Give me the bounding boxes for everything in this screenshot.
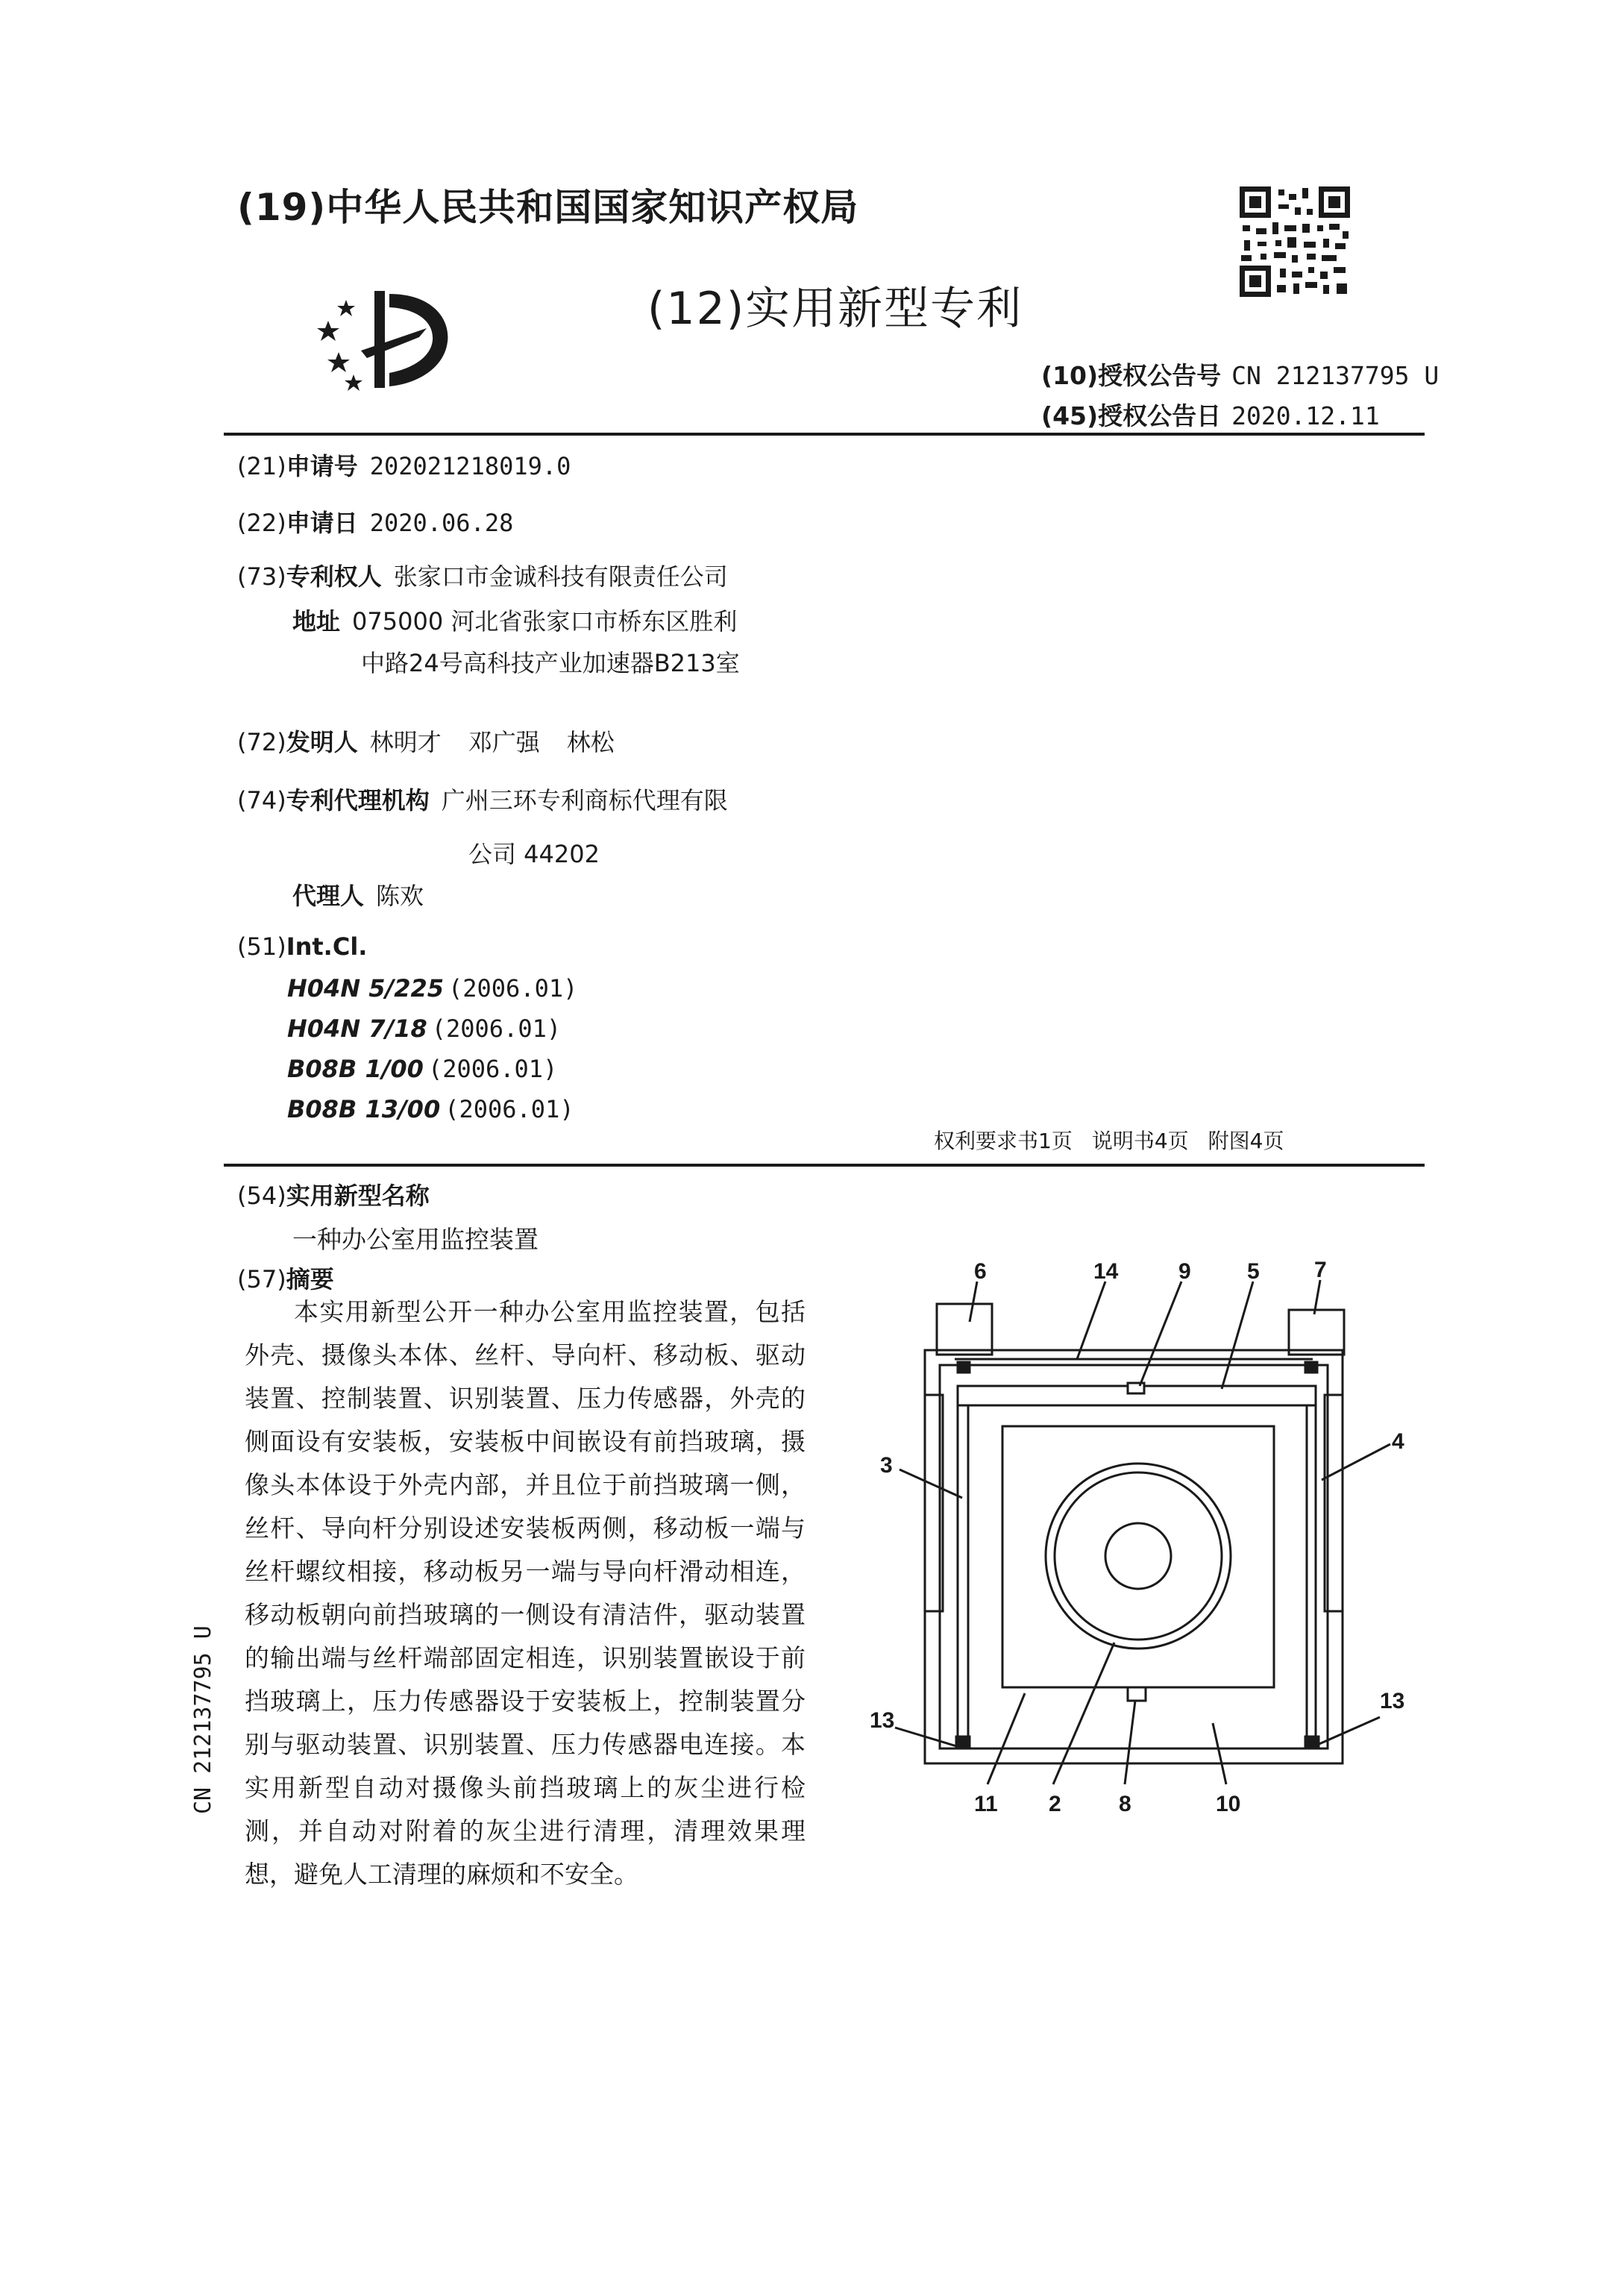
recognition-device bbox=[1128, 1687, 1146, 1701]
field-code: (51) bbox=[237, 932, 286, 961]
field-label: Int.Cl. bbox=[286, 932, 368, 961]
field-value: 2020.06.28 bbox=[369, 509, 514, 537]
field-label: 地址 bbox=[292, 607, 341, 636]
ipc-code: H04N 5/225 bbox=[287, 974, 444, 1003]
fig-label-13-left: 13 bbox=[870, 1708, 895, 1733]
abstract-text: 本实用新型公开一种办公室用监控装置，包括外壳、摄像头本体、丝杆、导向杆、移动板、驱动装置、控制装置、识别装置、压力传感器，外壳的侧面设有安装板，安装板中间嵌设有前挡玻璃，摄像头本体设于外壳内部，并且位于前挡玻璃一侧，丝杆、导向杆分别设述安装板两侧，移动板一端与丝杆螺纹相接，移动板另一端与导向杆滑动相连，移动板朝向前挡玻璃的一侧设有清洁件，驱动装置的输出端与丝杆端部固定相连，识别装置嵌设于前挡玻璃上，压力传感器设于安装板上，控制装置分别与驱动装置、识别装置、压力传感器电连接。本实用新型自动对摄像头前挡玻璃上的灰尘进行检测，并自动对附着的灰尘进行清理，清理效果理想，避免人工清理的麻烦和不安全。 bbox=[245, 1297, 806, 1889]
fig-label-10: 10 bbox=[1216, 1792, 1241, 1816]
field-inventors bbox=[237, 724, 615, 758]
qr-code-icon bbox=[1240, 186, 1350, 297]
field-code: (21) bbox=[237, 452, 286, 480]
ipc-item bbox=[287, 974, 577, 1003]
field-agency-line2: 公司 44202 bbox=[468, 840, 600, 868]
ipc-code: B08B 1/00 bbox=[287, 1055, 424, 1083]
camera-ring-inner bbox=[1055, 1472, 1222, 1640]
publication-number-row bbox=[1041, 357, 1439, 392]
ipc-version: (2006.01) bbox=[427, 1055, 558, 1083]
office-name: (19)中华人民共和国国家知识产权局 bbox=[237, 186, 859, 229]
bearing-top-left bbox=[958, 1362, 970, 1373]
field-patentee bbox=[237, 558, 728, 592]
fig-label-13-right: 13 bbox=[1380, 1689, 1405, 1713]
fig-label-5: 5 bbox=[1247, 1259, 1260, 1284]
utility-model-title: 一种办公室用监控装置 bbox=[292, 1225, 539, 1254]
description-pages: 说明书4页 bbox=[1091, 1129, 1189, 1153]
header-rule bbox=[224, 433, 1425, 436]
document-type: (12)实用新型专利 bbox=[647, 283, 1023, 335]
drive-box-left bbox=[937, 1304, 992, 1355]
field-value: 广州三环专利商标代理有限 bbox=[441, 786, 728, 815]
ipc-version: (2006.01) bbox=[431, 1014, 562, 1043]
field-label: 申请号 bbox=[286, 452, 358, 480]
fig-label-7: 7 bbox=[1314, 1258, 1327, 1282]
fig-label-8: 8 bbox=[1119, 1792, 1131, 1816]
side-patent-number: CN 212137795 U bbox=[190, 1625, 216, 1814]
field-address-line2: 中路24号高科技产业加速器B213室 bbox=[361, 649, 740, 677]
field-app-date bbox=[237, 504, 513, 539]
inventor-2: 邓广强 bbox=[468, 728, 540, 756]
field-label: 摘要 bbox=[286, 1265, 334, 1293]
title-heading bbox=[237, 1177, 430, 1211]
drive-box-right bbox=[1289, 1310, 1344, 1355]
publication-number-label: (10)授权公告号 bbox=[1041, 361, 1222, 390]
fig-label-4: 4 bbox=[1392, 1429, 1404, 1454]
fig-label-3: 3 bbox=[880, 1453, 893, 1478]
field-label: 发明人 bbox=[286, 728, 358, 756]
field-code: (74) bbox=[237, 786, 286, 815]
field-value: 张家口市金诚科技有限责任公司 bbox=[393, 562, 728, 591]
field-code: (22) bbox=[237, 509, 286, 537]
ipc-version: (2006.01) bbox=[445, 1095, 574, 1123]
claims-pages: 权利要求书1页 bbox=[934, 1129, 1073, 1153]
field-app-number bbox=[237, 448, 571, 482]
ipc-code: H04N 7/18 bbox=[287, 1014, 427, 1043]
ipc-item bbox=[287, 1055, 557, 1083]
fig-label-6: 6 bbox=[974, 1259, 987, 1284]
field-address bbox=[292, 603, 737, 637]
ipc-code: B08B 13/00 bbox=[287, 1095, 441, 1123]
section-rule bbox=[224, 1164, 1425, 1167]
field-ipc-header bbox=[237, 932, 367, 961]
field-code: (57) bbox=[237, 1265, 286, 1293]
bearing-left bbox=[956, 1737, 970, 1747]
field-agency bbox=[237, 782, 728, 816]
drawings-pages: 附图4页 bbox=[1208, 1129, 1284, 1153]
publication-date-row bbox=[1041, 397, 1380, 432]
ipc-version: (2006.01) bbox=[448, 974, 578, 1003]
field-agent bbox=[292, 877, 424, 912]
sensor-top bbox=[1128, 1383, 1144, 1393]
field-value: 075000 河北省张家口市桥东区胜利 bbox=[352, 607, 738, 636]
camera-lens bbox=[1105, 1523, 1171, 1589]
publication-date-label: (45)授权公告日 bbox=[1041, 401, 1222, 430]
fig-label-9: 9 bbox=[1178, 1259, 1191, 1284]
publication-date: 2020.12.11 bbox=[1231, 401, 1380, 430]
field-label: 专利权人 bbox=[286, 562, 382, 591]
field-label: 专利代理机构 bbox=[286, 786, 430, 815]
field-code: (72) bbox=[237, 728, 286, 756]
field-value: 202021218019.0 bbox=[369, 452, 571, 480]
guide-rod bbox=[1307, 1405, 1316, 1738]
field-value: 陈欢 bbox=[376, 882, 424, 910]
bearing-top-right bbox=[1305, 1362, 1317, 1373]
patent-figure bbox=[865, 1253, 1432, 1835]
inventor-1: 林明才 bbox=[369, 728, 442, 756]
field-label: 代理人 bbox=[292, 882, 365, 910]
ipc-item bbox=[287, 1014, 561, 1043]
field-code: (73) bbox=[237, 562, 286, 591]
camera-ring-outer bbox=[1046, 1464, 1231, 1649]
field-code: (54) bbox=[237, 1182, 286, 1210]
cnipa-logo bbox=[307, 283, 456, 395]
ipc-item bbox=[287, 1095, 574, 1123]
fig-label-2: 2 bbox=[1049, 1792, 1061, 1816]
field-label: 申请日 bbox=[286, 509, 358, 537]
fig-label-11: 11 bbox=[974, 1792, 998, 1816]
field-label: 实用新型名称 bbox=[286, 1182, 430, 1210]
page-counts bbox=[934, 1125, 1303, 1155]
inventor-3: 林松 bbox=[566, 728, 615, 756]
publication-number: CN 212137795 U bbox=[1231, 361, 1440, 390]
fig-label-14: 14 bbox=[1093, 1259, 1119, 1284]
lead-screw bbox=[958, 1405, 968, 1738]
